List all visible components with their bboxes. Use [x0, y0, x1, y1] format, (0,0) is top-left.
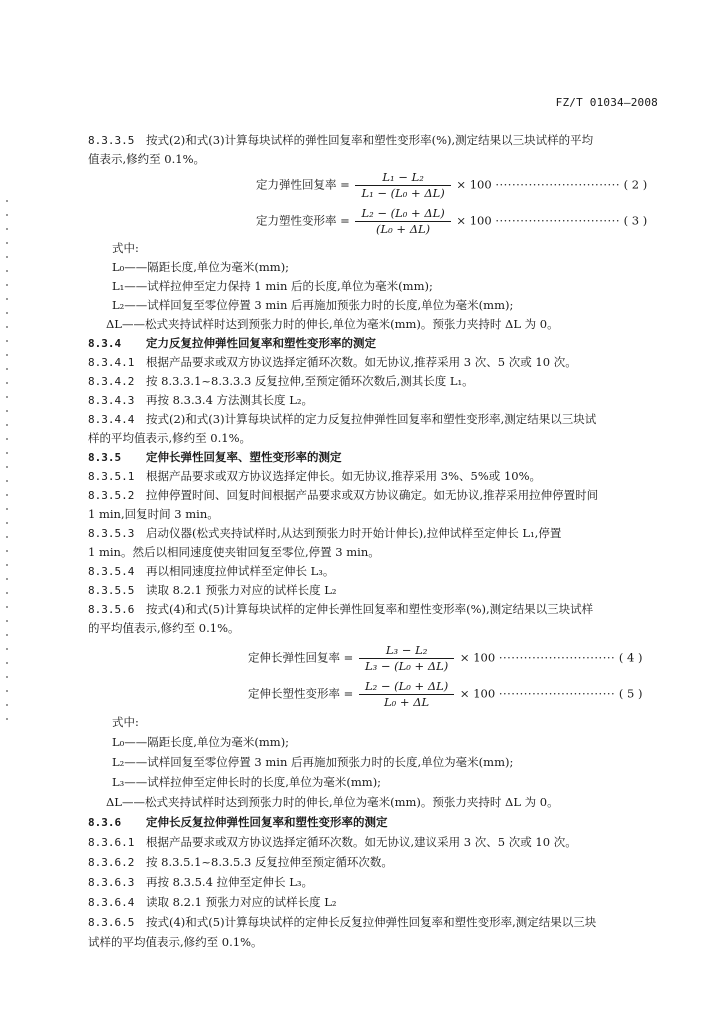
clause-number: 8.3.6 — [88, 816, 122, 829]
clause-number: 8.3.5.1 — [88, 470, 135, 483]
formula-numerator: L₂ − (L₀ + ΔL) — [359, 679, 454, 695]
clause-8-3-3-5-line2 — [88, 150, 648, 168]
clause-text: 按 8.3.3.1~8.3.3.3 反复拉伸,至预定循环次数后,测其长度 L₁。 — [146, 374, 474, 388]
formula-multiplier: × 100 — [456, 213, 492, 228]
formula-5 — [248, 679, 642, 710]
clause-number: 8.3.6.1 — [88, 836, 135, 849]
clause-8-3-6-3 — [88, 873, 648, 892]
formula-numerator: L₁ − L₂ — [355, 170, 450, 186]
formula-denominator: (L₀ + ΔL) — [376, 222, 431, 236]
clause-text: 值表示,修约至 0.1%。 — [88, 152, 206, 166]
formula-label: 定力弹性回复率 = — [256, 177, 350, 192]
clause-number: 8.3.6.5 — [88, 916, 135, 929]
binding-margin-marks — [6, 200, 8, 720]
formula-2 — [256, 170, 647, 201]
clause-text: 试样的平均值表示,修约至 0.1%。 — [88, 935, 263, 949]
clause-text: 再以相同速度拉伸试样至定伸长 L₃。 — [146, 564, 335, 578]
formula-multiplier: × 100 — [459, 686, 496, 701]
clause-8-3-3-5-line1 — [88, 131, 648, 150]
clause-text: 根据产品要求或双方协议选择定伸长。如无协议,推荐采用 3%、5%或 10%。 — [146, 469, 542, 483]
clause-number: 8.3.6.4 — [88, 896, 135, 909]
formula-label: 定伸长塑性变形率 = — [248, 686, 354, 701]
clause-8-3-4-2 — [88, 372, 648, 391]
document-code-header: FZ/T 01034—2008 — [555, 96, 658, 109]
clause-8-3-5-2-line1 — [88, 486, 648, 505]
clause-number: 8.3.5 — [88, 451, 122, 464]
clause-8-3-4-1 — [88, 353, 648, 372]
clause-8-3-6-5-line1 — [88, 913, 648, 932]
clause-text: 再按 8.3.3.4 方法测其长度 L₂。 — [146, 393, 313, 407]
clause-number: 8.3.5.3 — [88, 527, 135, 540]
formula-number: ( 4 ) — [618, 650, 643, 665]
clause-text: 按式(2)和式(3)计算每块试样的弹性回复率和塑性变形率(%),测定结果以三块试样的平均 — [146, 133, 594, 147]
clause-number: 8.3.5.6 — [88, 603, 135, 616]
formula-multiplier: × 100 — [459, 650, 496, 665]
clause-text: 读取 8.2.1 预张力对应的试样长度 L₂ — [146, 895, 337, 909]
clause-8-3-5-1 — [88, 467, 648, 486]
clause-number: 8.3.5.2 — [88, 489, 135, 502]
clause-text: 按式(4)和式(5)计算每块试样的定伸长反复拉伸弹性回复率和塑性变形率,测定结果以三块 — [146, 915, 597, 929]
clause-8-3-5-6-line1 — [88, 600, 648, 619]
formula-label: 定伸长弹性回复率 = — [248, 650, 354, 665]
formula-numerator: L₃ − L₂ — [359, 643, 454, 659]
clause-8-3-6-4 — [88, 893, 648, 912]
clause-number: 8.3.4.4 — [88, 413, 135, 426]
clause-number: 8.3.6.2 — [88, 856, 135, 869]
formula-fraction — [359, 679, 454, 710]
clause-text: 样的平均值表示,修约至 0.1%。 — [88, 431, 252, 445]
clause-8-3-5-5 — [88, 581, 648, 600]
clause-number: 8.3.4 — [88, 337, 122, 350]
clause-number: 8.3.3.5 — [88, 134, 135, 147]
section-title: 定力反复拉伸弹性回复率和塑性变形率的测定 — [146, 336, 376, 350]
clause-text: 1 min。然后以相同速度使夹钳回复至零位,停置 3 min。 — [88, 545, 380, 559]
clause-text: 启动仪器(松式夹持试样时,从达到预张力时开始计伸长),拉伸试样至定伸长 L₁,停置 — [146, 526, 562, 540]
clause-number: 8.3.6.3 — [88, 876, 135, 889]
clause-text: 根据产品要求或双方协议选择定循环次数。如无协议,推荐采用 3 次、5 次或 10 次。 — [146, 355, 577, 369]
clause-8-3-5-3-line1 — [88, 524, 648, 543]
clause-number: 8.3.4.2 — [88, 375, 135, 388]
clause-text: 1 min,回复时间 3 min。 — [88, 507, 219, 521]
clause-number: 8.3.4.1 — [88, 356, 135, 369]
where-l1: L₁——试样拉伸至定力保持 1 min 后的长度,单位为毫米(mm); — [112, 279, 433, 293]
formula-4 — [248, 643, 642, 674]
formula-leader-dots: ···························· — [498, 686, 616, 701]
where-title: 式中: — [112, 241, 139, 255]
formula-fraction — [359, 643, 454, 674]
formula-leader-dots: ···························· — [498, 650, 616, 665]
formula-fraction — [355, 170, 450, 201]
where-l2: L₂——试样回复至零位停置 3 min 后再施加预张力时的长度,单位为毫米(mm); — [112, 755, 514, 769]
section-title: 定伸长反复拉伸弹性回复率和塑性变形率的测定 — [146, 815, 388, 829]
clause-text: 再按 8.3.5.4 拉伸至定伸长 L₃。 — [146, 875, 313, 889]
clause-text: 按 8.3.5.1~8.3.5.3 反复拉伸至预定循环次数。 — [146, 855, 393, 869]
clause-8-3-5-6-line2 — [88, 619, 648, 637]
clause-number: 8.3.5.4 — [88, 565, 135, 578]
formula-denominator: L₀ + ΔL — [384, 695, 430, 709]
formula-number: ( 2 ) — [623, 177, 648, 192]
clause-8-3-5-4 — [88, 562, 648, 581]
section-8-3-5 — [88, 448, 648, 467]
formula-3 — [256, 206, 647, 237]
clause-text: 拉伸停置时间、回复时间根据产品要求或双方协议确定。如无协议,推荐采用拉伸停置时间 — [146, 488, 599, 502]
clause-text: 的平均值表示,修约至 0.1%。 — [88, 621, 240, 635]
clause-text: 根据产品要求或双方协议选择定循环次数。如无协议,建议采用 3 次、5 次或 10 次。 — [146, 835, 577, 849]
where-l0: L₀——隔距长度,单位为毫米(mm); — [112, 260, 290, 274]
clause-number: 8.3.4.3 — [88, 394, 135, 407]
clause-text: 读取 8.2.1 预张力对应的试样长度 L₂ — [146, 583, 337, 597]
formula-label: 定力塑性变形率 = — [256, 213, 350, 228]
clause-text: 按式(4)和式(5)计算每块试样的定伸长弹性回复率和塑性变形率(%),测定结果以三块试样 — [146, 602, 594, 616]
formula-leader-dots: ······························ — [495, 177, 620, 192]
clause-8-3-6-1 — [88, 833, 648, 852]
clause-8-3-5-2-line2 — [88, 505, 648, 523]
where-l0: L₀——隔距长度,单位为毫米(mm); — [112, 735, 290, 749]
clause-8-3-6-5-line2 — [88, 933, 648, 951]
clause-8-3-6-2 — [88, 853, 648, 872]
clause-number: 8.3.5.5 — [88, 584, 135, 597]
clause-8-3-5-3-line2 — [88, 543, 648, 561]
clause-8-3-4-4-line1 — [88, 410, 648, 429]
clause-8-3-4-4-line2 — [88, 429, 648, 447]
where-title: 式中: — [112, 715, 139, 729]
formula-number: ( 5 ) — [618, 686, 643, 701]
formula-denominator: L₃ − (L₀ + ΔL) — [364, 659, 449, 673]
section-title: 定伸长弹性回复率、塑性变形率的测定 — [146, 450, 342, 464]
where-delta-l: ΔL——松式夹持试样时达到预张力时的伸长,单位为毫米(mm)。预张力夹持时 ΔL 为 0。 — [106, 317, 559, 331]
where-delta-l: ΔL——松式夹持试样时达到预张力时的伸长,单位为毫米(mm)。预张力夹持时 ΔL 为 0。 — [106, 795, 559, 809]
section-8-3-6 — [88, 813, 648, 832]
formula-fraction — [355, 206, 450, 237]
formula-multiplier: × 100 — [456, 177, 492, 192]
formula-denominator: L₁ − (L₀ + ΔL) — [361, 186, 445, 200]
where-l3: L₃——试样拉伸至定伸长时的长度,单位为毫米(mm); — [112, 775, 382, 789]
section-8-3-4 — [88, 334, 648, 353]
clause-8-3-4-3 — [88, 391, 648, 410]
where-l2: L₂——试样回复至零位停置 3 min 后再施加预张力时的长度,单位为毫米(mm); — [112, 298, 514, 312]
formula-leader-dots: ······························ — [495, 213, 620, 228]
formula-numerator: L₂ − (L₀ + ΔL) — [355, 206, 450, 222]
clause-text: 按式(2)和式(3)计算每块试样的定力反复拉伸弹性回复率和塑性变形率,测定结果以三块试 — [146, 412, 597, 426]
formula-number: ( 3 ) — [623, 213, 648, 228]
